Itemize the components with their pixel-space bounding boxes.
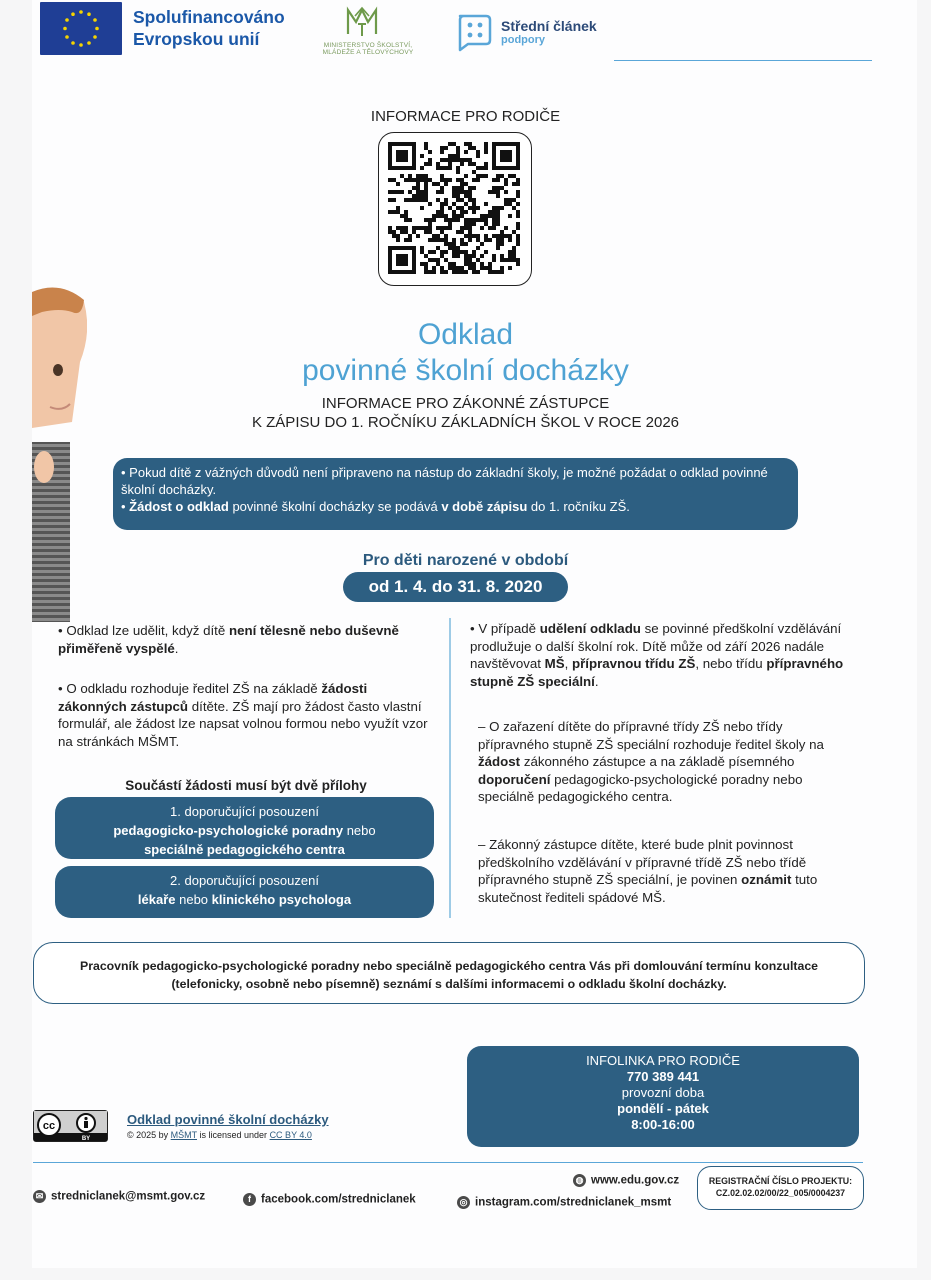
bullet: • [121,499,130,514]
period-range: od 1. 4. do 31. 8. 2020 [343,572,568,602]
intro-bold-1: Žádost o odklad [129,499,229,514]
email-icon: ✉ [33,1190,46,1203]
text: – O zařazení dítěte do přípravné třídy ZŠ nebo třídy přípravného stupně ZŠ speciální rozhoduje ředitel školy na [478,719,824,752]
text-bold: MŠ [544,656,565,671]
text-bold: žádost [478,754,521,769]
text: , [564,656,572,671]
text: zákonného zástupce a na základě písemného [520,754,795,769]
license-line [127,1130,312,1140]
text-bold: 8:00-16:00 [631,1117,695,1132]
text: • O odkladu rozhoduje ředitel ZŠ na základě [58,681,322,696]
left-paragraph-1 [58,622,428,657]
stredni-clanek-logo-icon [452,12,494,52]
text: , nebo třídu [695,656,767,671]
qr-code-icon[interactable] [388,142,520,274]
instagram-link[interactable] [457,1196,671,1209]
attachment-1 [55,797,434,859]
infoline-phone[interactable] [467,1069,859,1085]
top-label: INFORMACE PRO RODIČE [370,108,561,125]
period-label: Pro děti narozené v období [362,552,569,569]
text-bold: udělení odkladu [539,621,641,636]
text: . [594,673,599,689]
infoline-days [467,1101,859,1117]
notice-text: Pracovník pedagogicko-psychologické poradny nebo speciálně pedagogického centra Vás při domlouvání termínu konzultace (telefonicky, osobně nebo písemně) seznámí s dalšími informacemi o odkladu školní docházky. [80,959,818,991]
infoline-time [467,1117,859,1133]
left-paragraph-2 [58,680,438,750]
text-bold: přípravnou třídu ZŠ [572,656,696,671]
text-bold: není tělesně nebo duševně přiměřeně vyspělé [58,623,399,656]
cc-icon[interactable] [33,1110,108,1142]
cc-by-link[interactable]: CC BY 4.0 [269,1130,312,1140]
ministry-caption: MINISTERSTVO ŠKOLSTVÍ, MLÁDEŽE A TĚLOVÝCHOVY [322,42,414,56]
attachment-1-line-3 [55,840,434,859]
eu-cofinanced-text [133,6,285,50]
intro-bullet-1: • Pokud dítě z vážných důvodů není připraveno na nástup do základní školy, je možné požádat o odklad povinné školní docházky. [121,465,768,497]
title-line-2: povinné školní docházky [302,354,629,387]
msmt-logo-icon [345,4,379,40]
stredni-clanek-sub: podpory [501,34,545,46]
text-bold: přípravného stupně ZŠ speciální [470,656,844,689]
text: © 2025 by [127,1130,171,1140]
text: • Odklad lze udělit, když dítě [58,623,229,638]
column-divider [449,618,451,918]
attachment-2-line-2 [55,890,434,909]
by-text: BY [81,1136,91,1141]
stredni-clanek-name: Střední článek [501,18,597,34]
facebook-icon: f [243,1193,256,1206]
text: • V případě [470,621,540,636]
subtitle-line-1: INFORMACE PRO ZÁKONNÉ ZÁSTUPCE [321,395,610,412]
cc-text: cc [42,1120,56,1132]
license-title-link[interactable]: Odklad povinné školní docházky [127,1112,329,1127]
text: nebo [175,892,212,907]
text-bold: speciálně pedagogického centra [144,842,345,857]
instagram-icon: ◎ [457,1196,470,1209]
text: . [174,640,179,656]
text: dítěte. ZŠ mají pro žádost často vlastní formulář, ale žádost lze napsat volnou formou nebo využít vzor na stránkách MŠMT. [58,698,428,749]
text-bold: pedagogicko-psychologické poradny [113,823,344,838]
text-bold: lékaře [137,892,176,907]
text: se povinné předškolní vzdělávání prodlužuje o další školní rok. Dítě může od září 2026 nadále navštěvovat [470,621,842,671]
right-paragraph-1 [470,620,850,690]
text-bold: oznámit [741,872,792,887]
text: tuto skutečnost řediteli spádové MŠ. [478,872,818,905]
email-link[interactable] [33,1190,205,1203]
phone-number: 770 389 441 [626,1069,700,1084]
attachments-title: Součástí žádosti musí být dvě přílohy [125,778,367,793]
infoline-box [467,1046,859,1147]
footer-divider [33,1162,863,1163]
attachment-1-line-1: 1. doporučující posouzení [170,804,319,819]
right-paragraph-3 [478,836,850,906]
email-text: stredniclanek@msmt.gov.cz [51,1190,206,1203]
instagram-text: instagram.com/stredniclanek_msmt [475,1196,672,1209]
intro-bullet-2 [121,498,778,515]
intro-text-2: do 1. ročníku ZŠ. [527,499,630,514]
msmt-link[interactable]: MŠMT [170,1130,198,1140]
infoline-hours-label: provozní doba [621,1085,705,1100]
text-bold: pondělí - pátek [617,1101,709,1116]
title-line-1: Odklad [417,318,514,351]
eu-flag-icon [40,2,122,55]
attachment-2-line-1: 2. doporučující posouzení [170,873,319,888]
text: nebo [343,823,376,838]
facebook-text: facebook.com/stredniclanek [261,1193,416,1206]
subtitle-line-2: K ZÁPISU DO 1. ROČNÍKU ZÁKLADNÍCH ŠKOL V ROCE 2026 [251,414,680,431]
intro-text-1: povinné školní docházky se podává [228,499,442,514]
intro-bold-2: v době zápisu [441,499,528,514]
website-text: www.edu.gov.cz [591,1174,680,1187]
text-bold: doporučení [478,771,551,787]
reg-label: REGISTRAČNÍ ČÍSLO PROJEKTU: [708,1176,853,1186]
reg-number: CZ.02.02.02/00/22_005/0004237 [715,1188,846,1198]
globe-icon: ◍ [573,1174,586,1187]
text: – Zákonný zástupce dítěte, které bude plnit povinnost předškolního vzdělávání v přípravné třídě ZŠ nebo třídě přípravného stupně ZŠ speciální, je povinen [478,837,807,887]
facebook-link[interactable] [243,1193,416,1206]
eu-line-1: Spolufinancováno [133,7,285,27]
right-paragraph-2 [478,718,850,806]
attachment-1-line-2 [55,821,434,840]
infoline-title: INFOLINKA PRO RODIČE [586,1053,740,1068]
attachment-2 [55,866,434,918]
consultation-notice [33,942,865,1004]
text: is licensed under [197,1130,270,1140]
intro-band [113,458,798,530]
text: pedagogicko-psychologické poradny nebo speciálně pedagogického centra. [478,771,803,804]
eu-line-2: Evropskou unií [133,29,260,49]
text-bold: klinického psychologa [211,892,352,907]
text-bold: žádosti zákonných zástupců [58,681,368,714]
website-link[interactable] [573,1174,679,1187]
header-divider [614,60,872,61]
registration-box [697,1166,864,1210]
